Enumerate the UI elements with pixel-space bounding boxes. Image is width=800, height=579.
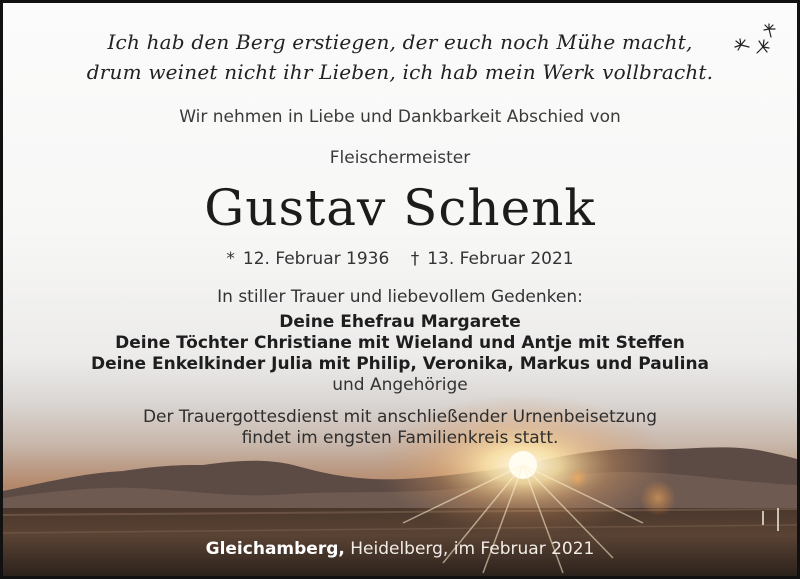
intro-text: Wir nehmen in Liebe und Dankbarkeit Abschied von xyxy=(179,107,621,127)
place-and-date xyxy=(3,539,797,559)
deceased-title: Fleischermeister xyxy=(329,148,471,168)
mourner-line: Deine Enkelkinder Julia mit Philip, Veronika, Markus und Paulina xyxy=(90,354,710,374)
verse-line-1: Ich hab den Berg erstiegen, der euch noch Mühe macht, xyxy=(107,30,693,54)
birth-symbol: * xyxy=(226,249,235,269)
place-main: Gleichamberg, xyxy=(205,539,345,559)
death-date: 13. Februar 2021 xyxy=(427,249,574,269)
relatives-text: und Angehörige xyxy=(332,375,468,395)
life-dates xyxy=(3,249,797,269)
mourners-list xyxy=(3,312,797,395)
place-rest: Heidelberg, im Februar 2021 xyxy=(344,539,595,559)
deceased-name: Gustav Schenk xyxy=(204,179,596,237)
verse-line-2: drum weinet nicht ihr Lieben, ich hab mein Werk vollbracht. xyxy=(86,60,714,84)
service-line-2: findet im engsten Familienkreis statt. xyxy=(241,428,559,448)
birth-date: 12. Februar 1936 xyxy=(242,249,390,269)
service-info xyxy=(3,407,797,449)
service-line-1: Der Trauergottesdienst mit anschließender Urnenbeisetzung xyxy=(142,407,658,427)
mourning-lead: In stiller Trauer und liebevollem Gedenken: xyxy=(217,287,583,307)
mourner-line: Deine Ehefrau Margarete xyxy=(279,312,521,332)
death-symbol: † xyxy=(410,249,420,269)
verse xyxy=(3,27,797,87)
mourner-line: Deine Töchter Christiane mit Wieland und Antje mit Steffen xyxy=(115,333,685,353)
